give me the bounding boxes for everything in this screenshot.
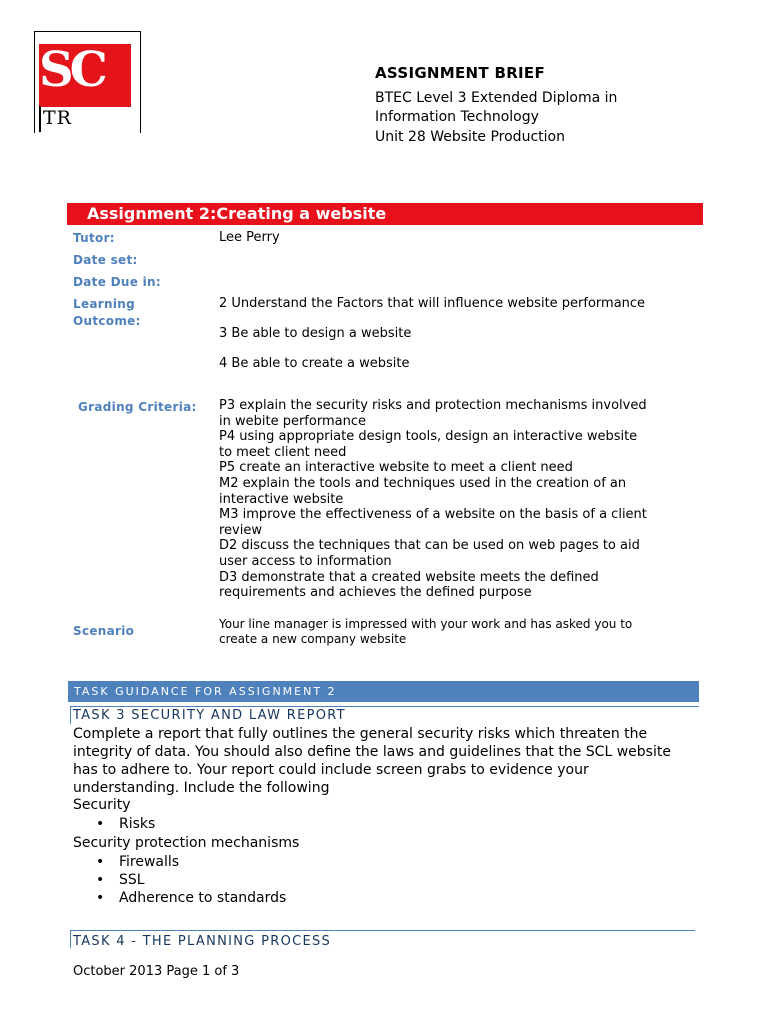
protection-item-ssl: SSL	[119, 872, 145, 888]
protection-item-firewalls: Firewalls	[119, 854, 180, 870]
task4-divider-edge	[70, 930, 71, 948]
tutor-label: Tutor:	[73, 231, 115, 245]
criteria-line: P5 create an interactive website to meet a client need	[219, 460, 573, 476]
task-guidance-title: TASK GUIDANCE FOR ASSIGNMENT 2	[74, 685, 337, 698]
task3-body-line: Complete a report that fully outlines the general security risks which threaten the	[73, 726, 648, 742]
logo-mark: SC	[39, 42, 104, 98]
criteria-line: P3 explain the security risks and protection mechanisms involved	[219, 398, 647, 413]
header-line-2: Information Technology	[375, 109, 539, 125]
criteria-line: D2 discuss the techniques that can be used on web pages to aid	[219, 538, 640, 554]
scenario-label: Scenario	[73, 624, 135, 638]
date-set-label: Date set:	[73, 253, 138, 267]
task3-heading: TASK 3 SECURITY AND LAW REPORT	[73, 708, 346, 723]
bullet-icon: •	[96, 816, 105, 832]
bullet-icon: •	[96, 872, 105, 888]
task3-body-line: understanding. Include the following	[73, 780, 330, 796]
security-item-risks: Risks	[119, 816, 156, 832]
header-line-1: BTEC Level 3 Extended Diploma in	[375, 90, 618, 106]
criteria-line: D3 demonstrate that a created website meets the defined	[219, 569, 599, 585]
task3-divider	[70, 706, 699, 707]
task4-divider	[70, 930, 695, 931]
criteria-line: user access to information	[219, 553, 392, 569]
criteria-line: to meet client need	[219, 444, 347, 460]
criteria-line: review	[219, 522, 262, 538]
assignment-title: Assignment 2:Creating a website	[87, 204, 387, 223]
learning-outcome-2: 3 Be able to design a website	[219, 326, 412, 341]
bullet-icon: •	[96, 890, 105, 906]
task3-divider-edge	[70, 706, 71, 724]
learning-outcome-label-2: Outcome:	[73, 314, 141, 328]
page-footer: October 2013 Page 1 of 3	[73, 964, 240, 979]
logo-divider	[39, 106, 41, 132]
protection-item-standards: Adherence to standards	[119, 890, 287, 906]
page-title: ASSIGNMENT BRIEF	[375, 64, 546, 82]
learning-outcome-label: Learning	[73, 297, 135, 311]
college-logo	[34, 31, 141, 133]
criteria-line: interactive website	[219, 491, 344, 507]
task3-body-line: integrity of data. You should also define the laws and guidelines that the SCL website	[73, 744, 671, 760]
security-label: Security	[73, 797, 131, 813]
learning-outcome-3: 4 Be able to create a website	[219, 356, 410, 371]
header-line-3: Unit 28 Website Production	[375, 129, 565, 145]
bullet-icon: •	[96, 854, 105, 870]
criteria-line: in webite performance	[219, 413, 366, 429]
protection-label: Security protection mechanisms	[73, 835, 300, 851]
grading-criteria-label: Grading Criteria:	[78, 400, 197, 414]
date-due-label: Date Due in:	[73, 275, 161, 289]
criteria-line: requirements and achieves the defined purpose	[219, 585, 532, 601]
grading-criteria-list	[219, 398, 709, 601]
criteria-line: M2 explain the tools and techniques used in the creation of an	[219, 475, 627, 491]
tutor-value: Lee Perry	[219, 230, 280, 245]
scenario-line: Your line manager is impressed with your work and has asked you to	[219, 617, 633, 631]
task3-body	[73, 725, 671, 797]
task4-heading: TASK 4 - THE PLANNING PROCESS	[73, 934, 332, 949]
learning-outcome-1: 2 Understand the Factors that will influence website performance	[219, 296, 646, 311]
scenario-text	[219, 617, 632, 647]
task3-body-line: has to adhere to. Your report could include screen grabs to evidence your	[73, 762, 589, 778]
criteria-line: P4 using appropriate design tools, design an interactive website	[219, 429, 638, 445]
scenario-line: create a new company website	[219, 632, 407, 646]
logo-subtext: TR	[43, 107, 72, 129]
criteria-line: M3 improve the effectiveness of a website on the basis of a client	[219, 507, 647, 523]
